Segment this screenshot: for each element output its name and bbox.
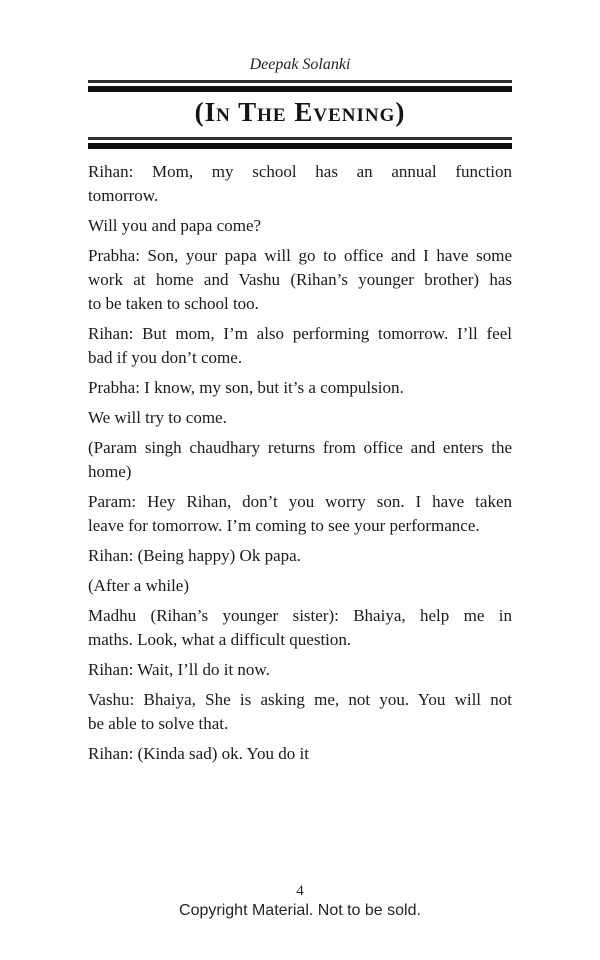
paragraph (88, 490, 512, 538)
body-text (88, 160, 512, 772)
text-line: bad if you don’t come. (88, 348, 243, 367)
text-line: Prabha: Son, your papa will go to office and I have some (88, 246, 512, 265)
text-line: Param: Hey Rihan, don’t you worry son. I have taken (88, 492, 512, 511)
text-line: to be taken to school too. (88, 294, 259, 313)
paragraph (88, 688, 512, 736)
text-line: (After a while) (88, 576, 190, 595)
paragraph (88, 244, 512, 316)
paragraph (88, 406, 512, 430)
text-line: maths. Look, what a difficult question. (88, 630, 352, 649)
text-line: Prabha: I know, my son, but it’s a compulsion. (88, 378, 404, 397)
text-line: Rihan: But mom, I’m also performing tomorrow. I’ll feel (88, 324, 512, 343)
text-line: work at home and Vashu (Rihan’s younger brother) has (88, 270, 512, 289)
text-line: Rihan: Mom, my school has an annual function (88, 162, 512, 181)
paragraph (88, 376, 512, 400)
text-line: leave for tomorrow. I’m coming to see your performance. (88, 516, 480, 535)
text-line: Vashu: Bhaiya, She is asking me, not you. You will not (88, 690, 512, 709)
text-line: be able to solve that. (88, 714, 229, 733)
paragraph (88, 742, 512, 766)
double-rule-top (88, 80, 512, 92)
paragraph (88, 604, 512, 652)
text-line: We will try to come. (88, 408, 227, 427)
paragraph (88, 214, 512, 238)
paragraph (88, 436, 512, 484)
copyright-notice: Copyright Material. Not to be sold. (179, 902, 421, 919)
text-line: Rihan: (Kinda sad) ok. You do it (88, 744, 309, 763)
paragraph (88, 544, 512, 568)
text-line: Rihan: Wait, I’ll do it now. (88, 660, 270, 679)
text-line: home) (88, 462, 132, 481)
text-line: tomorrow. (88, 186, 159, 205)
text-line: Will you and papa come? (88, 216, 262, 235)
text-line: Madhu (Rihan’s younger sister): Bhaiya, help me in (88, 606, 512, 625)
section-title: (In The Evening) (194, 97, 406, 127)
paragraph (88, 160, 512, 208)
author-header: Deepak Solanki (249, 56, 351, 73)
paragraph (88, 574, 512, 598)
text-line: Rihan: (Being happy) Ok papa. (88, 546, 301, 565)
text-line: (Param singh chaudhary returns from office and enters the (88, 438, 512, 457)
paragraph (88, 322, 512, 370)
paragraph (88, 658, 512, 682)
page-number: 4 (296, 883, 304, 899)
double-rule-bottom (88, 137, 512, 149)
